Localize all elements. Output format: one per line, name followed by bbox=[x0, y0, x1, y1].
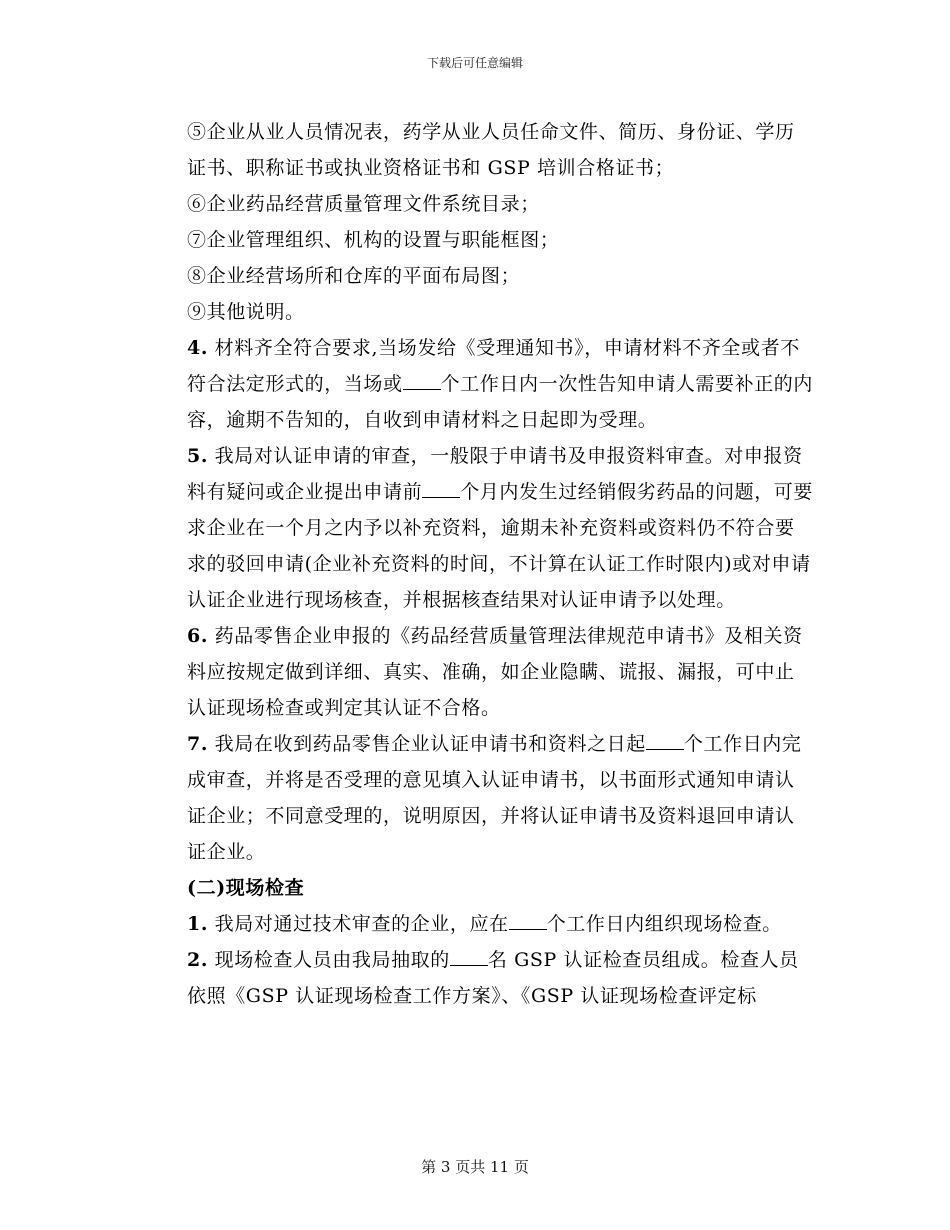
fill-blank bbox=[422, 479, 460, 498]
paragraph-4 bbox=[143, 330, 813, 438]
item-number: 2. bbox=[187, 949, 209, 971]
paragraph-5 bbox=[143, 438, 813, 618]
fill-blank bbox=[509, 911, 547, 930]
paragraph-7 bbox=[143, 726, 813, 870]
paragraph-text: 个工作日内一次性告知申请人需要补正的内容，逾期不告知的，自收到申请材料之日起即为受理。 bbox=[187, 373, 814, 431]
item-number: 1. bbox=[187, 913, 209, 935]
fill-blank bbox=[403, 371, 441, 390]
subheading: (二)现场检查 bbox=[187, 877, 305, 899]
item-number: 6. bbox=[187, 625, 209, 647]
paragraph-text: 个月内发生过经销假劣药品的问题，可要求企业在一个月之内予以补充资料，逾期未补充资料或资料仍不符合要求的驳回申请(企业补充资料的时间，不计算在认证工作时限内)或对申请认证企业进行现场核查，并根据核查结果对认证申请予以处理。 bbox=[187, 481, 814, 611]
onsite-paragraph-1 bbox=[143, 906, 813, 942]
document-body bbox=[143, 114, 813, 1014]
list-item: ⑨其他说明。 bbox=[187, 301, 305, 323]
paragraph-text: 材料齐全符合要求,当场发给《受理通知书》，申请材料不齐全或者不符合法定形式的，当场或 bbox=[187, 337, 800, 395]
list-item: ⑧企业经营场所和仓库的平面布局图； bbox=[187, 265, 521, 287]
paragraph-text: 我局对通过技术审查的企业，应在 bbox=[208, 913, 509, 935]
paragraph-text: 我局在收到药品零售企业认证申请书和资料之日起 bbox=[208, 733, 646, 755]
list-item: ⑦企业管理组织、机构的设置与职能框图； bbox=[187, 229, 560, 251]
paragraph-text: 个工作日内组织现场检查。 bbox=[546, 913, 782, 935]
paragraph-text: 我局对认证申请的审查，一般限于申请书及申报资料审查。对申报资料有疑问或企业提出申请前 bbox=[187, 445, 803, 503]
paragraph-6 bbox=[143, 618, 813, 726]
item-number: 4. bbox=[187, 337, 209, 359]
list-item: ⑤企业从业人员情况表，药学从业人员任命文件、简历、身份证、学历证书、职称证书或执业资格证书和 GSP 培训合格证书； bbox=[187, 121, 795, 179]
paragraph-text: 个工作日内完成审查，并将是否受理的意见填入认证申请书，以书面形式通知申请认证企业；不同意受理的，说明原因，并将认证申请书及资料退回申请认证企业。 bbox=[187, 733, 802, 863]
page-header: 下载后可任意编辑 bbox=[426, 56, 523, 70]
list-item: ⑥企业药品经营质量管理文件系统目录； bbox=[187, 193, 540, 215]
paragraph-text: 药品零售企业申报的《药品经营质量管理法律规范申请书》及相关资料应按规定做到详细、真实、准确，如企业隐瞒、谎报、漏报，可中止认证现场检查或判定其认证不合格。 bbox=[187, 625, 803, 719]
page-footer: 第 3 页共 11 页 bbox=[421, 1158, 529, 1176]
item-number: 5. bbox=[187, 445, 209, 467]
fill-blank bbox=[646, 731, 684, 750]
paragraph-text: 名 GSP 认证检查员组成。检查人员依照《GSP 认证现场检查工作方案》、《GSP 认证现场检查评定标 bbox=[187, 949, 799, 1007]
fill-blank bbox=[450, 947, 488, 966]
onsite-paragraph-2 bbox=[143, 942, 813, 1014]
paragraph-text: 现场检查人员由我局抽取的 bbox=[208, 949, 450, 971]
item-number: 7. bbox=[187, 733, 209, 755]
